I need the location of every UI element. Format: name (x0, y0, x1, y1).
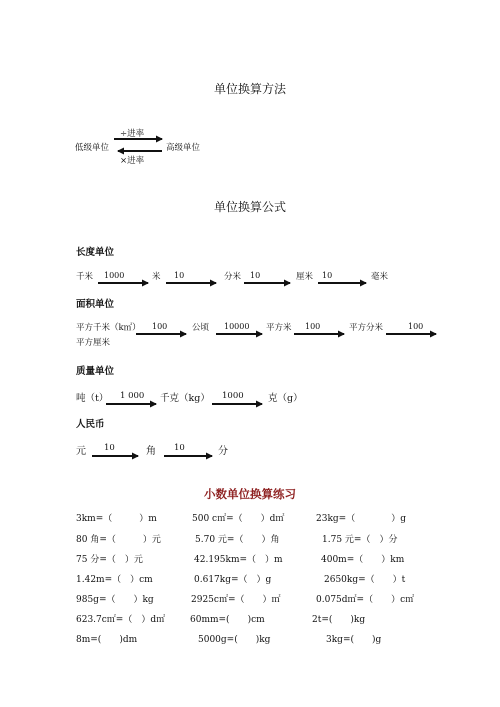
multiply-rate-label: ×进率 (120, 156, 145, 166)
area-unit: 平方米 (266, 323, 292, 333)
length-unit: 厘米 (296, 272, 314, 282)
exercise-item: 60mm=( )cm (190, 615, 265, 625)
exercise-item: 0.075d㎡=（ ）c㎡ (316, 595, 415, 605)
length-unit: 米 (152, 272, 161, 282)
length-unit: 千米 (76, 272, 94, 282)
exercise-item: 23kg=（ ）g (316, 514, 406, 524)
divide-rate-label: ÷进率 (120, 129, 145, 139)
mass-unit: 克（g） (268, 393, 303, 404)
money-heading: 人民币 (76, 419, 105, 430)
money-unit: 元 (76, 446, 86, 457)
money-rate: 10 (174, 443, 185, 453)
exercise-item: 2925c㎡=（ ）㎡ (191, 595, 281, 605)
exercise-item: 985g=（ ）kg (76, 595, 154, 605)
exercise-item: 3km=（ ）m (76, 514, 157, 524)
length-unit: 毫米 (371, 272, 389, 282)
length-rate: 10 (250, 271, 261, 280)
method-title: 单位换算方法 (213, 82, 286, 96)
money-rate: 10 (104, 443, 115, 453)
low-unit-label: 低级单位 (75, 143, 110, 153)
exercise-item: 623.7c㎡=（ ）d㎡ (76, 615, 166, 625)
area-rate: 100 (305, 322, 321, 331)
area-unit: 平方千米（k㎡） (76, 323, 141, 333)
area-rate: 100 (152, 322, 168, 331)
exercise-item: 5.70 元=（ ）角 (195, 535, 280, 545)
money-unit: 分 (218, 446, 228, 457)
exercise-item: 5000g=( )kg (198, 635, 271, 645)
exercise-item: 2650kg=（ ）t (324, 575, 406, 585)
exercise-item: 400m=（ ）km (321, 555, 405, 565)
area-unit: 平方厘米 (76, 338, 111, 348)
area-rate: 100 (408, 322, 424, 331)
exercise-item: 80 角=（ ）元 (76, 535, 161, 545)
area-rate: 10000 (224, 322, 250, 331)
mass-rate: 1 000 (120, 391, 145, 401)
exercise-item: 75 分=（ ）元 (76, 555, 143, 565)
high-unit-label: 高级单位 (166, 143, 201, 153)
length-rate: 10 (322, 271, 333, 280)
exercise-item: 2t=( )kg (312, 615, 366, 625)
area-unit: 公顷 (192, 323, 210, 333)
exercise-item: 1.75 元=（ ）分 (322, 535, 398, 545)
exercise-title: 小数单位换算练习 (204, 487, 296, 501)
mass-unit: 千克（kg） (160, 393, 210, 404)
area-unit: 平方分米 (349, 323, 384, 333)
formula-title: 单位换算公式 (213, 200, 286, 214)
mass-heading: 质量单位 (76, 366, 115, 377)
area-heading: 面积单位 (76, 299, 115, 310)
exercise-item: 0.617kg=（ ）g (194, 575, 272, 585)
money-unit: 角 (146, 446, 156, 457)
length-rate: 10 (174, 271, 185, 280)
length-heading: 长度单位 (76, 247, 115, 258)
exercise-item: 500 c㎡=（ ）d㎡ (192, 514, 285, 524)
mass-unit: 吨（t） (76, 393, 109, 404)
mass-rate: 1000 (222, 391, 244, 401)
length-unit: 分米 (224, 272, 242, 282)
exercise-item: 3kg=( )g (326, 635, 382, 645)
exercise-item: 1.42m=（ ）cm (76, 575, 153, 585)
exercise-item: 42.195km=（ ）m (194, 555, 283, 565)
exercise-item: 8m=( )dm (76, 635, 138, 645)
length-rate: 1000 (104, 271, 125, 280)
